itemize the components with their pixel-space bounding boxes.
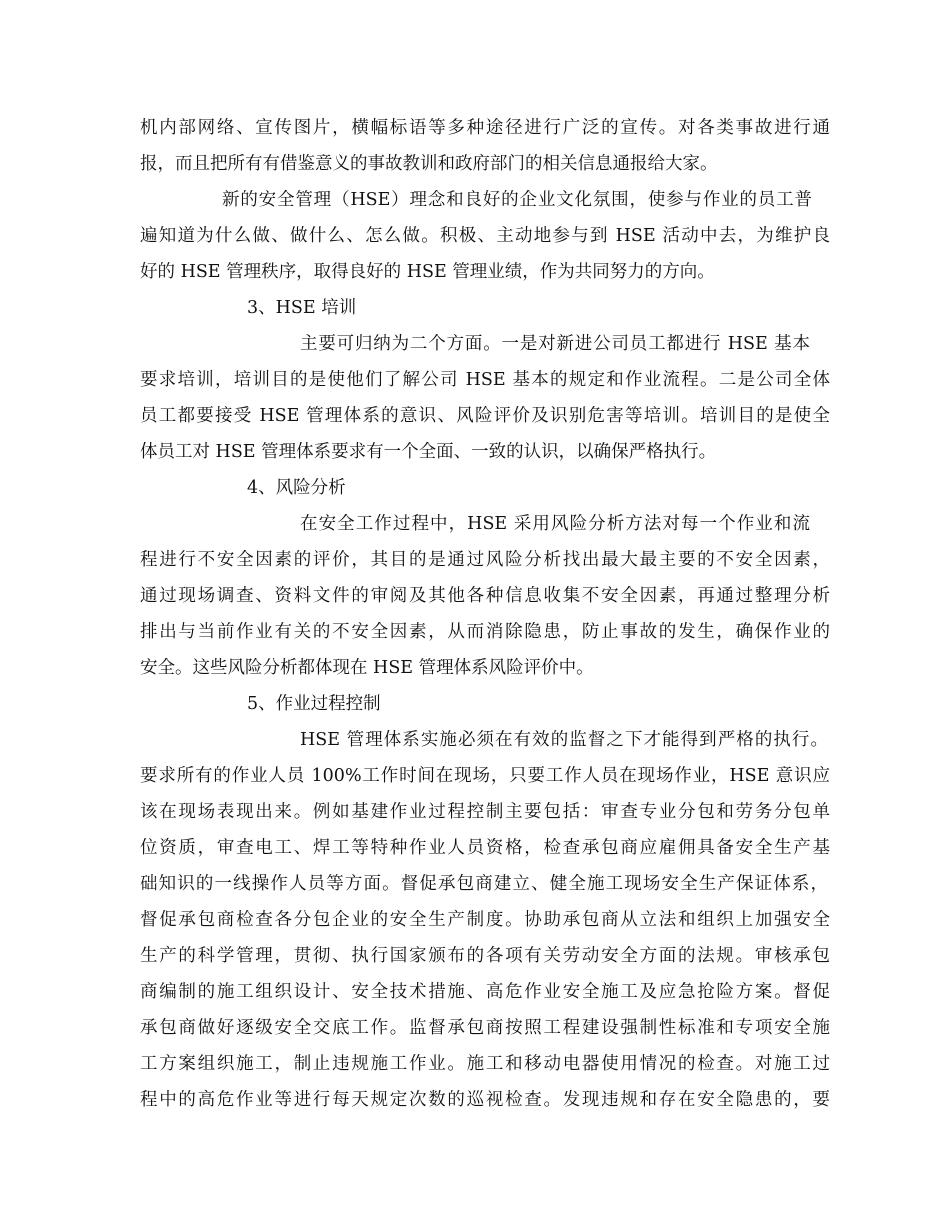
text-line: 新的安全管理（HSE）理念和良好的企业文化氛围，使参与作业的员工普	[222, 190, 812, 210]
text-line: 承包商做好逐级安全交底工作。监督承包商按照工程建设强制性标准和专项安全施	[140, 1018, 830, 1038]
text-line: HSE 管理体系实施必须在有效的监督之下才能得到严格的执行。	[300, 730, 828, 750]
text-line: 机内部网络、宣传图片，横幅标语等多种途径进行广泛的宣传。对各类事故进行通	[140, 118, 830, 138]
text-line: 位资质，审查电工、焊工等特种作业人员资格，检查承包商应雇佣具备安全生产基	[140, 838, 830, 858]
text-line: 程中的高危作业等进行每天规定次数的巡视检查。发现违规和存在安全隐患的，要	[140, 1090, 830, 1110]
text-line: 商编制的施工组织设计、安全技术措施、高危作业安全施工及应急抢险方案。督促	[140, 982, 830, 1002]
text-line: 础知识的一线操作人员等方面。督促承包商建立、健全施工现场安全生产保证体系，	[140, 874, 828, 894]
text-line: 通过现场调查、资料文件的审阅及其他各种信息收集不安全因素，再通过整理分析	[140, 586, 830, 606]
text-line: 该在现场表现出来。例如基建作业过程控制主要包括：审查专业分包和劳务分包单	[140, 802, 830, 822]
text-line: 在安全工作过程中，HSE 采用风险分析方法对每一个作业和流	[300, 514, 810, 534]
section-heading: 4、风险分析	[247, 478, 346, 498]
section-heading: 5、作业过程控制	[247, 694, 381, 714]
text-line: 程进行不安全因素的评价，其目的是通过风险分析找出最大最主要的不安全因素，	[140, 550, 830, 570]
text-line: 要求培训，培训目的是使他们了解公司 HSE 基本的规定和作业流程。二是公司全体	[140, 370, 830, 390]
text-line: 工方案组织施工，制止违规施工作业。施工和移动电器使用情况的检查。对施工过	[140, 1054, 830, 1074]
text-line: 生产的科学管理，贯彻、执行国家颁布的各项有关劳动安全方面的法规。审核承包	[140, 946, 830, 966]
text-line: 督促承包商检查各分包企业的安全生产制度。协助承包商从立法和组织上加强安全	[140, 910, 830, 930]
text-line: 要求所有的作业人员 100%工作时间在现场，只要工作人员在现场作业，HSE 意识应	[140, 766, 830, 786]
section-heading: 3、HSE 培训	[247, 298, 357, 318]
text-line: 报，而且把所有有借鉴意义的事故教训和政府部门的相关信息通报给大家。	[140, 154, 718, 174]
text-line: 体员工对 HSE 管理体系要求有一个全面、一致的认识，以确保严格执行。	[140, 442, 717, 462]
text-line: 安全。这些风险分析都体现在 HSE 管理体系风险评价中。	[140, 658, 594, 678]
text-line: 员工都要接受 HSE 管理体系的意识、风险评价及识别危害等培训。培训目的是使全	[140, 406, 830, 426]
text-line: 好的 HSE 管理秩序，取得良好的 HSE 管理业绩，作为共同努力的方向。	[140, 262, 715, 282]
text-line: 主要可归纳为二个方面。一是对新进公司员工都进行 HSE 基本	[300, 334, 810, 354]
text-line: 排出与当前作业有关的不安全因素，从而消除隐患，防止事故的发生，确保作业的	[140, 622, 830, 642]
text-line: 遍知道为什么做、做什么、怎么做。积极、主动地参与到 HSE 活动中去，为维护良	[140, 226, 830, 246]
